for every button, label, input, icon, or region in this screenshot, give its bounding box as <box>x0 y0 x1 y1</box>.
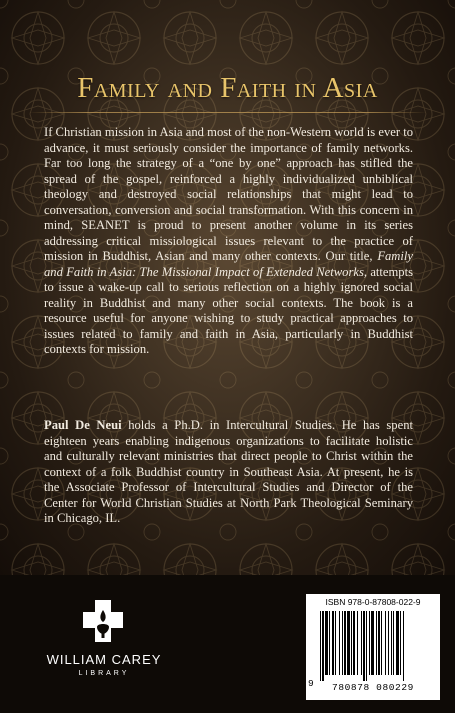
barcode-bar <box>396 611 399 675</box>
barcode-bar <box>400 611 401 675</box>
barcode-bar <box>335 611 336 675</box>
barcode-bar <box>391 611 392 675</box>
barcode-bar <box>339 611 340 675</box>
barcode-bar <box>388 611 389 675</box>
barcode-digits: 780878 080229 <box>332 682 414 693</box>
description-book-title: Family and Faith in Asia: The Missional Impact of Extended Networks, <box>44 249 413 279</box>
author-bio <box>44 418 413 527</box>
book-description <box>44 125 413 358</box>
publisher-subtitle: LIBRARY <box>78 670 130 677</box>
barcode-bar <box>361 611 362 675</box>
barcode-bar <box>363 611 365 681</box>
lamp-cross-icon <box>78 598 128 644</box>
barcode-bar <box>347 611 350 675</box>
author-name: Paul De Neui <box>44 418 122 432</box>
barcode-bar <box>351 611 352 675</box>
barcode-bars <box>312 611 434 681</box>
barcode-bar <box>376 611 377 675</box>
description-text-start: If Christian mission in Asia and most of the non-Western world is ever to advance, it must seriously consider the importance of family networks. Far too long the strategy of a “one by one” approach has stifled the spread of the gospel, reinforced a highly individualized unbiblical theology and destroyed social relationships that might lead to conversation, conversion and social transformation. With this concern in mind, SEANET is proud to present another volume in its series addressing critical missiological issues relevant to the practice of mission in Buddhist, Asian and many other contexts. Our title, <box>44 125 413 263</box>
barcode-bar <box>329 611 330 675</box>
barcode-bar <box>369 611 370 675</box>
barcode-bar <box>320 611 321 681</box>
barcode-bar <box>332 611 334 675</box>
barcode-bar <box>357 611 358 675</box>
publisher-name: WILLIAM CAREY <box>46 652 162 667</box>
book-title: Family and Faith in Asia <box>77 72 378 104</box>
barcode-bar <box>366 611 367 681</box>
isbn-label: ISBN 978-0-87808-022-9 <box>325 597 421 607</box>
barcode-bar <box>342 611 343 675</box>
author-bio-text: holds a Ph.D. in Intercultural Studies. He has spent eighteen years enabling indigenous organizations to facilitate holistic and culturally relevant ministries that direct people to Christ within the context of a folk Buddhist country in Southeast Asia. At present, he is the Associate Professor of Intercultural Studies and Director of the Center for World Christian Studies at North Park Theological Seminary in Chicago, IL. <box>44 418 413 525</box>
barcode-bar <box>322 611 324 681</box>
barcode-bar <box>403 611 404 681</box>
barcode-bar <box>378 611 380 675</box>
barcode-bar <box>385 611 386 675</box>
barcode-bar <box>381 611 382 675</box>
barcode-bar <box>393 611 394 675</box>
barcode-bar <box>371 611 374 675</box>
barcode-bar <box>344 611 346 675</box>
title-divider <box>28 112 427 113</box>
barcode-bar <box>353 611 355 675</box>
barcode-lead-digit: 9 <box>308 678 314 689</box>
isbn-barcode <box>306 594 440 700</box>
description-text-end: attempts to issue a wake-up call to serious reflection on a highly ignored social reality in Buddhist and many other social contexts. The book is a resource useful for anyone wishing to study practical approaches to issues related to family and faith in Asia, particularly in Buddhist contexts for mission. <box>44 264 413 356</box>
barcode-bar <box>325 611 328 675</box>
